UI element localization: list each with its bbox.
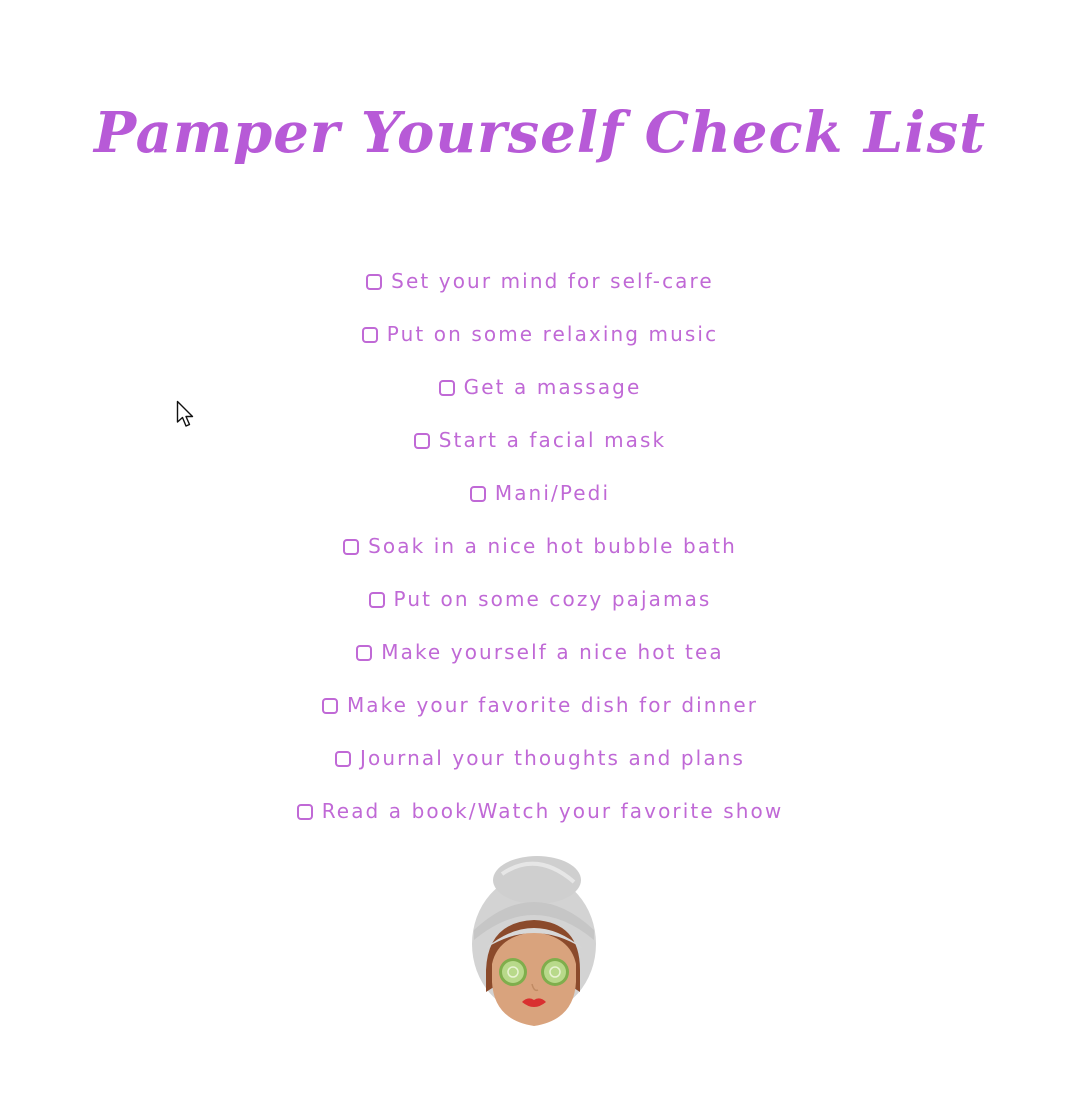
checklist-item-label: Soak in a nice hot bubble bath (368, 533, 737, 558)
checkbox[interactable] (470, 486, 486, 502)
checklist-item (0, 413, 1080, 466)
checkbox[interactable] (362, 327, 378, 343)
checklist-item-label: Get a massage (463, 374, 642, 399)
checklist-item-label: Read a book/Watch your favorite show (321, 798, 784, 823)
mouse-pointer-icon (176, 400, 196, 430)
checkbox[interactable] (356, 645, 372, 661)
checklist-item-control[interactable] (362, 322, 718, 346)
checklist-item-control[interactable] (297, 799, 784, 823)
checklist-item-control[interactable] (343, 534, 737, 558)
checklist-item-label: Put on some relaxing music (386, 321, 719, 346)
checklist-item (0, 625, 1080, 678)
checklist-item (0, 254, 1080, 307)
checklist-item-control[interactable] (322, 693, 758, 717)
checklist-item (0, 784, 1080, 837)
checklist-item-label: Make your favorite dish for dinner (346, 692, 759, 717)
spa-face-mask-icon (462, 852, 602, 1032)
checklist-item-control[interactable] (356, 640, 724, 664)
checkbox[interactable] (366, 274, 382, 290)
checklist-item-control[interactable] (335, 746, 745, 770)
checklist-item (0, 731, 1080, 784)
checklist-item-control[interactable] (439, 375, 642, 399)
checklist-item-control[interactable] (470, 481, 610, 505)
checklist-item-label: Put on some cozy pajamas (393, 586, 712, 611)
checklist-item-label: Start a facial mask (438, 427, 667, 452)
checklist-item (0, 360, 1080, 413)
checklist-item (0, 466, 1080, 519)
checklist-item (0, 307, 1080, 360)
checklist-item-label: Set your mind for self-care (391, 268, 714, 293)
checkbox[interactable] (369, 592, 385, 608)
checkbox[interactable] (335, 751, 351, 767)
checklist-item (0, 519, 1080, 572)
checklist-item-control[interactable] (369, 587, 712, 611)
checklist-item (0, 678, 1080, 731)
checklist-item-control[interactable] (414, 428, 667, 452)
checklist (0, 254, 1080, 837)
checklist-item-label: Journal your thoughts and plans (360, 745, 745, 770)
checkbox[interactable] (297, 804, 313, 820)
checkbox[interactable] (343, 539, 359, 555)
checklist-item-control[interactable] (366, 269, 714, 293)
checkbox[interactable] (414, 433, 430, 449)
checklist-item-label: Mani/Pedi (494, 480, 611, 505)
page-title: Pamper Yourself Check List (94, 100, 986, 166)
checkbox[interactable] (322, 698, 338, 714)
checklist-item (0, 572, 1080, 625)
checklist-item-label: Make yourself a nice hot tea (381, 639, 724, 664)
checkbox[interactable] (439, 380, 455, 396)
